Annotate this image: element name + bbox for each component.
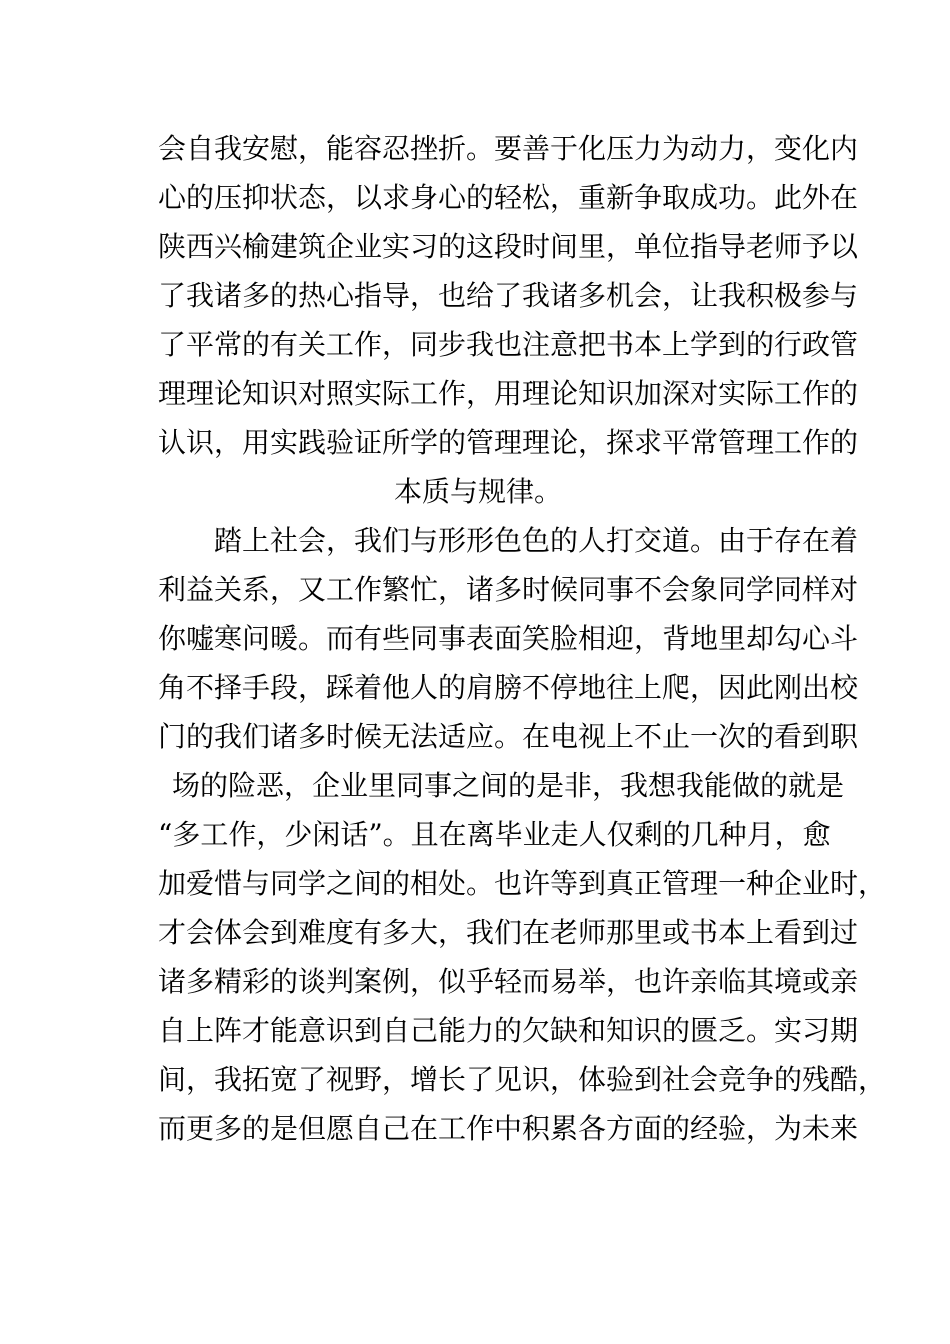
text-line: 理理论知识对照实际工作，用理论知识加深对实际工作的 [158,377,859,410]
text-line: 加爱惜与同学之间的相处。也许等到真正管理一种企业时， [158,867,887,900]
text-line: 才会体会到难度有多大，我们在老师那里或书本上看到过 [158,916,859,949]
text-line: “多工作，少闲话”。且在离毕业走人仅剩的几种月，愈 [158,818,831,851]
text-line: 你嘘寒问暖。而有些同事表面笑脸相迎，背地里却勾心斗 [158,622,859,655]
text-line: 陕西兴榆建筑企业实习的这段时间里，单位指导老师予以 [158,230,859,263]
text-line: 了平常的有关工作，同步我也注意把书本上学到的行政管 [158,328,859,361]
text-line: 诸多精彩的谈判案例，似乎轻而易举，也许亲临其境或亲 [158,965,859,998]
text-line: 门的我们诸多时候无法适应。在电视上不止一次的看到职 [158,720,859,753]
text-line: 利益关系，又工作繁忙，诸多时候同事不会象同学同样对 [158,573,859,606]
text-line: 自上阵才能意识到自己能力的欠缺和知识的匮乏。实习期 [158,1014,859,1047]
text-line: 认识，用实践验证所学的管理理论，探求平常管理工作的 [158,426,859,459]
text-line: 间，我拓宽了视野，增长了见识，体验到社会竞争的残酷， [158,1063,887,1096]
text-line: 角不择手段，踩着他人的肩膀不停地往上爬，因此刚出校 [158,671,859,704]
text-line: 了我诸多的热心指导，也给了我诸多机会，让我积极参与 [158,279,859,312]
text-line: 会自我安慰，能容忍挫折。要善于化压力为动力，变化内 [158,132,859,165]
text-line: 而更多的是但愿自己在工作中积累各方面的经验，为未来 [158,1112,859,1145]
text-line: 心的压抑状态，以求身心的轻松，重新争取成功。此外在 [158,181,859,214]
paragraph-end-line: 本质与规律。 [393,475,562,508]
text-line: 场的险恶，企业里同事之间的是非，我想我能做的就是 [172,769,845,802]
body-text [158,124,887,1153]
paragraph-start-line: 踏上社会，我们与形形色色的人打交道。由于存在着 [214,524,859,557]
